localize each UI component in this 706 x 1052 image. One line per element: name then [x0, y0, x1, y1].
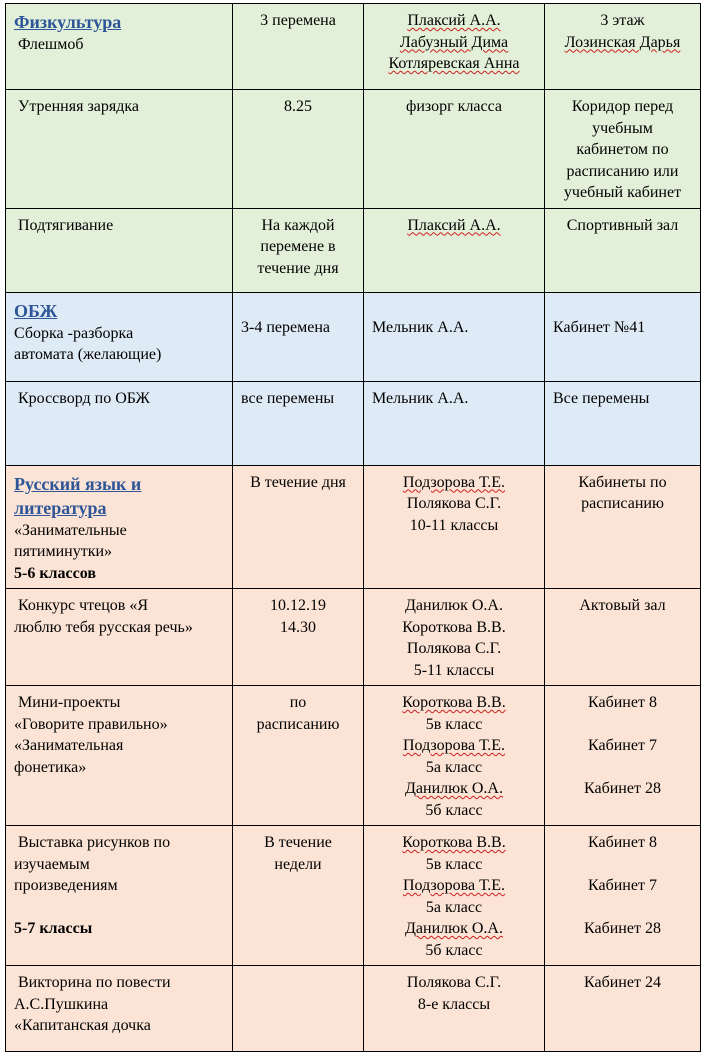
- table-row: [6, 966, 701, 1052]
- responsible-cell: Плаксий А.А. Лабузный Дима Котляревская Анна: [364, 4, 545, 90]
- time-cell: [233, 966, 364, 1052]
- time-cell: В течение недели: [233, 826, 364, 966]
- table-row: [6, 465, 701, 589]
- event-name: Флешмоб: [18, 36, 84, 53]
- time-cell: В течение дня: [233, 465, 364, 589]
- section-heading-physical-education: Физкультура: [14, 12, 122, 32]
- table-row: [6, 686, 701, 826]
- place-cell: Кабинет №41: [545, 292, 701, 381]
- place-cell: Спортивный зал: [545, 208, 701, 292]
- place-cell: Все перемены: [545, 381, 701, 465]
- time-cell: 10.12.19 14.30: [233, 589, 364, 686]
- time-cell: На каждой перемене в течение дня: [233, 208, 364, 292]
- place-cell: Кабинет 8 Кабинет 7 Кабинет 28: [545, 686, 701, 826]
- event-cell: [6, 381, 233, 465]
- place-cell: Кабинет 8 Кабинет 7 Кабинет 28: [545, 826, 701, 966]
- place-cell: Кабинет 24: [545, 966, 701, 1052]
- time-cell: 3 перемена: [233, 4, 364, 90]
- table-row: [6, 381, 701, 465]
- event-cell: ОБЖ Сборка -разборка автомата (желающие): [6, 292, 233, 381]
- table-row: [6, 292, 701, 381]
- grade-note: 5-7 классы: [14, 920, 93, 937]
- table-row: [6, 4, 701, 90]
- table-row: [6, 589, 701, 686]
- event-cell: [6, 4, 233, 90]
- table-row: [6, 90, 701, 209]
- responsible-cell: Данилюк О.А. Короткова В.В. Полякова С.Г. 5-11 классы: [364, 589, 545, 686]
- table-row: [6, 826, 701, 966]
- event-cell: Конкурс чтецов «Я люблю тебя русская речь»: [6, 589, 233, 686]
- event-name: Кроссворд по ОБЖ: [18, 389, 150, 407]
- schedule-table: [5, 3, 701, 1052]
- place-cell: Кабинеты по расписанию: [545, 465, 701, 589]
- event-cell: Викторина по повести А.С.Пушкина «Капитанская дочка: [6, 966, 233, 1052]
- place-cell: Актовый зал: [545, 589, 701, 686]
- time-cell: 8.25: [233, 90, 364, 209]
- event-cell: Русский язык и литература «Занимательные пятиминутки» 5-6 классов: [6, 465, 233, 589]
- time-cell: 3-4 перемена: [233, 292, 364, 381]
- time-cell: по расписанию: [233, 686, 364, 826]
- event-cell: [6, 208, 233, 292]
- event-name: Утренняя зарядка: [18, 98, 140, 115]
- responsible-cell: Мельник А.А.: [364, 292, 545, 381]
- time-cell: все перемены: [233, 381, 364, 465]
- place-cell: 3 этаж Лозинская Дарья: [545, 4, 701, 90]
- responsible-cell: физорг класса: [364, 90, 545, 209]
- responsible-cell: Короткова В.В. 5в класс Подзорова Т.Е. 5а класс Данилюк О.А. 5б класс: [364, 826, 545, 966]
- responsible-cell: Плаксий А.А.: [364, 208, 545, 292]
- event-cell: Мини-проекты «Говорите правильно» «Занимательная фонетика»: [6, 686, 233, 826]
- event-name: Подтягивание: [18, 216, 114, 234]
- responsible-cell: Мельник А.А.: [364, 381, 545, 465]
- table-row: [6, 208, 701, 292]
- responsible-cell: Короткова В.В. 5в класс Подзорова Т.Е. 5а класс Данилюк О.А. 5б класс: [364, 686, 545, 826]
- event-cell: Выставка рисунков по изучаемым произведениям 5-7 классы: [6, 826, 233, 966]
- responsible-cell: Подзорова Т.Е. Полякова С.Г. 10-11 классы: [364, 465, 545, 589]
- place-cell: Коридор перед учебным кабинетом по расписанию или учебный кабинет: [545, 90, 701, 209]
- grade-note: 5-6 классов: [14, 564, 96, 582]
- event-cell: [6, 90, 233, 209]
- responsible-cell: Полякова С.Г. 8-е классы: [364, 966, 545, 1052]
- section-heading-russian-language: Русский язык и: [14, 473, 142, 494]
- section-heading-life-safety: ОБЖ: [14, 300, 58, 321]
